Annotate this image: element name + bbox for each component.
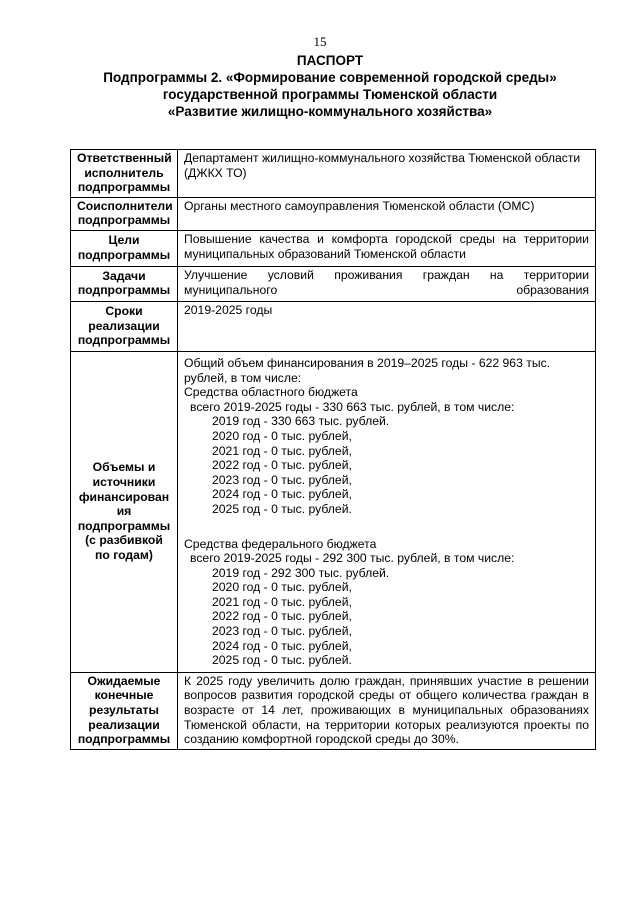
label-responsible: Ответственный исполнитель подпрограммы [71,150,178,198]
row-results [71,672,596,749]
regional-year: 2024 год - 0 тыс. рублей, [212,487,352,502]
value-goals: Повышение качества и комфорта городской среды на территории муниципальных образований Тюменской области [178,230,596,266]
regional-year: 2020 год - 0 тыс. рублей, [212,428,352,443]
federal-year: 2019 год - 292 300 тыс. рублей. [212,565,390,580]
value-responsible: Департамент жилищно-коммунального хозяйства Тюменской области (ДЖКХ ТО) [178,150,596,198]
value-tasks: Улучшение условий проживания граждан на территории муниципального образования [178,266,596,301]
regional-year: 2023 год - 0 тыс. рублей, [212,472,352,487]
label-tasks: Задачи подпрограммы [71,266,178,301]
title-passport: ПАСПОРТ [296,53,364,68]
regional-summary: всего 2019-2025 годы - 330 663 тыс. рублей, в том числе: [190,399,515,414]
document-title [60,52,600,120]
title-program-name: «Развитие жилищно-коммунального хозяйства» [167,104,493,119]
regional-heading: Средства областного бюджета [184,385,358,400]
row-tasks [71,266,596,301]
federal-year: 2025 год - 0 тыс. рублей. [212,653,352,668]
title-subprogram: Подпрограммы 2. «Формирование современной городской среды» [103,70,557,85]
title-state-program: государственной программы Тюменской области [162,87,498,102]
federal-year: 2023 год - 0 тыс. рублей, [212,624,352,639]
label-coexecutors: Соисполнители подпрограммы [71,197,178,230]
regional-year: 2019 год - 330 663 тыс. рублей. [212,414,390,429]
federal-year: 2022 год - 0 тыс. рублей, [212,609,352,624]
value-coexecutors: Органы местного самоуправления Тюменской области (ОМС) [178,197,596,230]
funding-total: Общий объем финансирования в 2019–2025 годы - 622 963 тыс. рублей, в том числе: [184,355,551,385]
row-coexecutors [71,197,596,230]
row-terms [71,301,596,351]
federal-year: 2021 год - 0 тыс. рублей, [212,594,352,609]
label-terms: Сроки реализации подпрограммы [71,301,178,351]
federal-heading: Средства федерального бюджета [184,536,377,551]
label-goals: Цели подпрограммы [71,230,178,266]
row-responsible [71,150,596,198]
regional-year: 2021 год - 0 тыс. рублей, [212,443,352,458]
federal-summary: всего 2019-2025 годы - 292 300 тыс. рублей, в том числе: [190,551,515,566]
regional-year: 2025 год - 0 тыс. рублей. [212,501,352,516]
row-funding [71,351,596,672]
federal-year: 2020 год - 0 тыс. рублей, [212,580,352,595]
label-funding: Объемы и источники финансирован ия подпрограммы (с разбивкой по годам) [71,351,178,672]
value-funding [178,351,596,672]
label-results: Ожидаемые конечные результаты реализации подпрограммы [71,672,178,749]
passport-table [70,149,596,750]
page-number: 15 [313,34,327,49]
value-terms: 2019-2025 годы [178,301,596,351]
row-goals [71,230,596,266]
regional-year: 2022 год - 0 тыс. рублей, [212,458,352,473]
value-results: К 2025 году увеличить долю граждан, принявших участие в решении вопросов развития городской среды от общего количества граждан в возрасте от 14 лет, проживающих в муниципальных образованиях Тюменской области, на территории которых реализуются проекты по созданию комфортной городской среды до 30%. [178,672,596,749]
funding-spacer [184,517,589,537]
federal-year: 2024 год - 0 тыс. рублей, [212,638,352,653]
